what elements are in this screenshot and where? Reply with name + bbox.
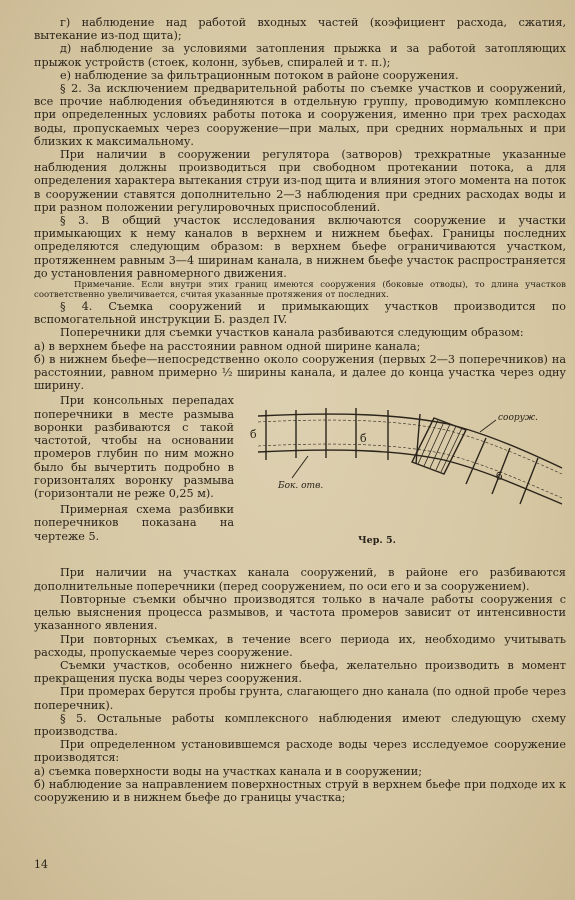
- section-label-b3: б: [496, 470, 503, 484]
- list-item-b: б) в нижнем бьефе—непосредственно около сооружения (первых 2—3 поперечников) на расстоянии, равном примерно ½ ширины канала, и далее до конца участка через одну ширину.: [34, 352, 566, 393]
- paragraph-regulator: При наличии в сооружении регулятора (затворов) трехкратные указанные наблюдения должны производиться при свободном протекании потока, а для определения характера вытекания струи из-под щита и влияния этого момента на поток в сооружении ставятся дополнительно 2—3 наблюдения при средних расходах воды и при разном положении регулировочных приспособлений.: [34, 148, 566, 214]
- paragraph-lower-reach: Съемки участков, особенно нижнего бьефа, желательно производить в момент прекращения пуска воды через сооружения.: [34, 658, 566, 686]
- paragraph-section-3: § 3. В общий участок исследования включаются сооружение и участки примыкающих к нему каналов в верхнем и нижнем бьефах. Границы последних определяются следующим образом: в верхнем бьефе ограничиваются участком, протяженнем равным 3—4 ширинам канала, в нижнем бьефе участок распространяется до установления равномерного движения.: [34, 214, 566, 280]
- paragraph-console: При консольных перепадах поперечники в месте размыва воронки разбиваются с такой частотой, чтобы на основании промеров глубин по ним можно было бы вычертить подробно в горизонталях воронку размыва (горизонтали не реже 0,25 м).: [34, 394, 234, 500]
- list-item-5a: а) съемка поверхности воды на участках канала и в сооружении;: [34, 764, 422, 778]
- text-column: [34, 16, 566, 804]
- paragraph-section-2: § 2. За исключением предварительной работы по съемке участков и сооружений, все прочие наблюдения объединяются в отдельную группу, проводимую комплексно при определенных условиях работы потока и сооружения, именно при трех расходах воды, пропускаемых через сооружение—при малых, при средних нормальных и при близких к максимальному.: [34, 82, 566, 148]
- figure-caption: Чер. 5.: [358, 535, 396, 547]
- list-item-e: е) наблюдение за фильтрационным потоком в районе сооружения.: [60, 68, 459, 82]
- paragraph-steady-flow: При определенном установившемся расходе воды через исследуемое сооружение производятся:: [34, 738, 566, 765]
- label-structure: сооруж.: [498, 413, 538, 424]
- list-item-5b: б) наблюдение за направлением поверхностных струй в верхнем бьефе при подходе их к сооружению и в нижнем бьефе до границы участка;: [34, 777, 566, 804]
- label-side-outlet: Бок. отв.: [278, 481, 324, 492]
- list-item-d: д) наблюдение за условиями затопления прыжка и за работой затопляющих прыжок устройств (стоек, колонн, зубьев, спиралей и т. п.);: [34, 42, 566, 69]
- paragraph-canal-structures: При наличии на участках канала сооружений, в районе его разбиваются дополнительные поперечники (перед сооружением, по оси его и за сооружением).: [34, 566, 566, 593]
- paragraph-section-5: § 5. Остальные работы комплексного наблюдения имеют следующую схему производства.: [34, 711, 566, 738]
- figure-side-text: [34, 394, 234, 542]
- paragraph-survey-period: При повторных съемках, в течение всего периода их, необходимо учитывать расходы, пропускаемые через сооружение.: [34, 632, 566, 659]
- drawing-5: [248, 408, 566, 558]
- paragraph-repeat-surveys: Повторные съемки обычно производятся только в начале работы сооружения с целью выяснения процесса размывов, и частота промеров зависит от интенсивности указанного явления.: [34, 592, 566, 633]
- canal-cross-section-diagram: [248, 408, 566, 530]
- list-item-g: г) наблюдение над работой входных частей (коэфициент расхода, сжатия, вытекание из-под щита);: [34, 16, 566, 43]
- section-label-b2: б: [360, 432, 367, 446]
- paragraph-scheme: Примерная схема разбивки поперечников показана на чертеже 5.: [34, 503, 234, 543]
- paragraph-cross-sections: Поперечники для съемки участков канала разбиваются следующим образом:: [60, 326, 524, 340]
- section-label-b: б: [250, 428, 257, 442]
- paragraph-soil-samples: При промерах берутся пробы грунта, слагающего дно канала (по одной пробе через поперечник).: [34, 685, 566, 712]
- footnote-remark: Примечание. Если внутри этих границ имеются сооружения (боковые отводы), то длина участков соответственно увеличивается, считая указанные протяжения от последних.: [34, 280, 566, 301]
- paragraph-section-4: § 4. Съемка сооружений и примыкающих участков производится по вспомогательной инструкции Б. раздел IV.: [34, 300, 566, 327]
- page-number: 14: [34, 858, 48, 871]
- figure-block: [34, 394, 566, 566]
- list-item-a: а) в верхнем бьефе на расстоянии равном одной ширине канала;: [34, 339, 421, 353]
